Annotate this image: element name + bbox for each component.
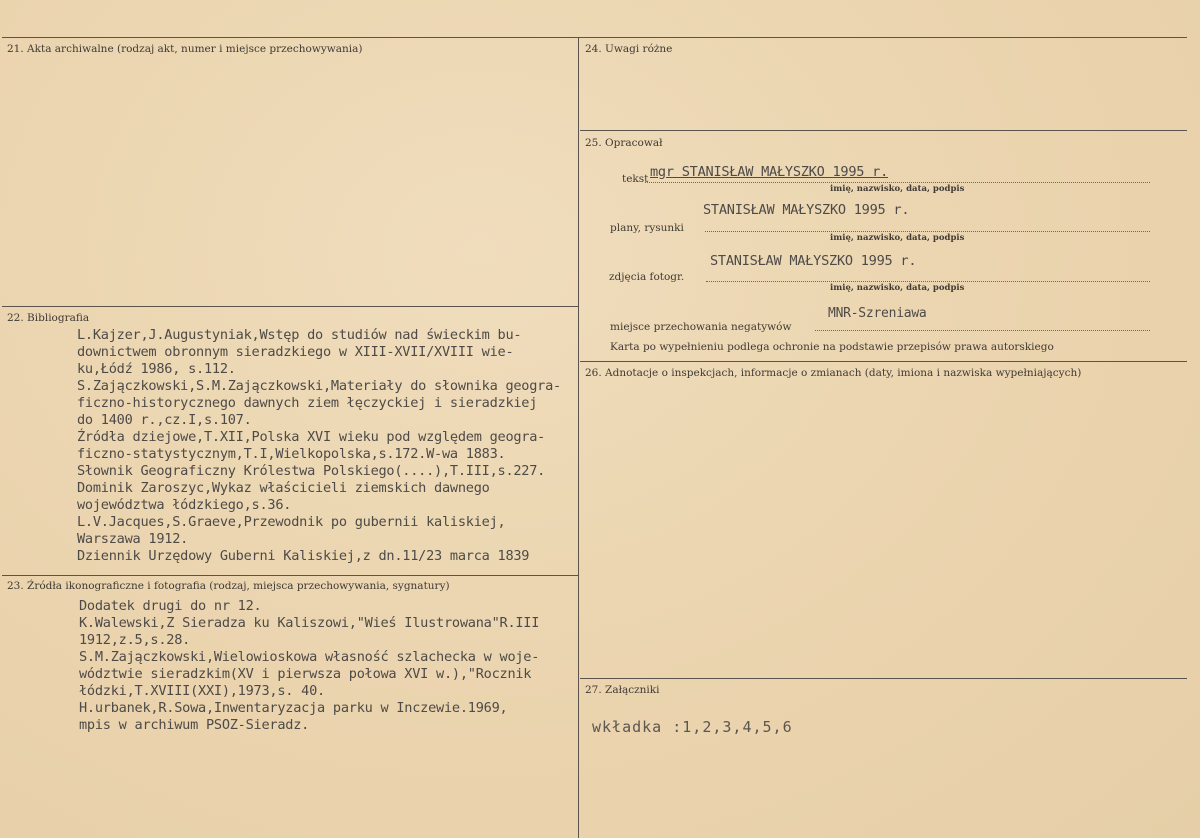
iconography-line: K.Walewski,Z Sieradza ku Kaliszowi,"Wieś Ilustrowana"R.III — [79, 615, 540, 631]
section-22-label: 22. Bibliografia — [7, 312, 90, 324]
plany-label: plany, rysunki — [610, 222, 684, 234]
bibliography-line: Słownik Geograficzny Królestwa Polskiego(....),T.III,s.227. — [77, 463, 546, 479]
iconography-line: wództwie sieradzkim(XV i pierwsza połowa XVI w.),"Rocznik — [79, 666, 532, 682]
bibliography-line: L.V.Jacques,S.Graeve,Przewodnik po gubernii kaliskiej, — [77, 514, 506, 530]
bibliography-line: downictwem obronnym sieradzkiego w XIII-XVII/XVIII wie- — [77, 344, 514, 360]
section-25-label: 25. Opracował — [585, 137, 663, 149]
tekst-caption: imię, nazwisko, data, podpis — [830, 184, 965, 194]
section-24-label: 24. Uwagi różne — [585, 43, 673, 55]
section-27-label: 27. Załączniki — [585, 684, 660, 696]
iconography-line: 1912,z.5,s.28. — [79, 632, 191, 648]
bibliography-line: Źródła dziejowe,T.XII,Polska XVI wieku pod względem geogra- — [77, 429, 546, 445]
bibliography-line: województwa łódzkiego,s.36. — [77, 497, 292, 513]
bibliography-line: ficzno-statystycznym,T.I,Wielkopolska,s.172.W-wa 1883. — [77, 446, 506, 462]
divider-26-27 — [580, 678, 1187, 679]
section-26-label: 26. Adnotacje o inspekcjach, informacje o zmianach (daty, imiona i nazwiska wypełniających) — [585, 367, 1082, 379]
divider-21-22 — [2, 306, 578, 307]
zdjecia-caption: imię, nazwisko, data, podpis — [830, 283, 965, 293]
copyright-note: Karta po wypełnieniu podlega ochronie na podstawie przepisów prawa autorskiego — [610, 341, 1054, 353]
bibliography-line: Dziennik Urzędowy Guberni Kaliskiej,z dn.11/23 marca 1839 — [77, 548, 530, 564]
plany-caption: imię, nazwisko, data, podpis — [830, 233, 965, 243]
iconography-line: mpis w archiwum PSOZ-Sieradz. — [79, 717, 310, 733]
section-21-label: 21. Akta archiwalne (rodzaj akt, numer i miejsce przechowywania) — [7, 43, 363, 55]
attachments-value: wkładka :1,2,3,4,5,6 — [592, 718, 793, 736]
bibliography-line: ficzno-historycznego dawnych ziem łęczyckiej i sieradzkiej — [77, 395, 538, 411]
zdjecia-value: STANISŁAW MAŁYSZKO 1995 r. — [710, 253, 917, 269]
plany-dotted-line — [705, 231, 1150, 232]
iconography-line: H.urbanek,R.Sowa,Inwentaryzacja parku w Inczewie.1969, — [79, 700, 508, 716]
iconography-line: Dodatek drugi do nr 12. — [79, 598, 262, 614]
negatywy-dotted-line — [815, 330, 1150, 331]
iconography-line: łódzki,T.XVIII(XXI),1973,s. 40. — [79, 683, 325, 699]
bibliography-line: do 1400 r.,cz.I,s.107. — [77, 412, 252, 428]
iconography-list — [79, 598, 539, 734]
tekst-value: mgr STANISŁAW MAŁYSZKO 1995 r. — [650, 164, 889, 180]
top-border — [2, 37, 1187, 38]
negatywy-value: MNR-Szreniawa — [828, 306, 927, 321]
iconography-line: S.M.Zajączkowski,Wielowioskowa własność szlachecka w woje- — [79, 649, 540, 665]
divider-25-26 — [580, 361, 1187, 362]
plany-value: STANISŁAW MAŁYSZKO 1995 r. — [703, 202, 910, 218]
zdjecia-label: zdjęcia fotogr. — [609, 271, 685, 283]
bibliography-list — [77, 327, 561, 565]
bibliography-line: S.Zajączkowski,S.M.Zajączkowski,Materiały do słownika geogra- — [77, 378, 561, 394]
bibliography-line: Warszawa 1912. — [77, 531, 189, 547]
section-23-label: 23. Źródła ikonograficzne i fotografia (rodzaj, miejsca przechowywania, sygnatury) — [7, 580, 450, 592]
bibliography-line: L.Kajzer,J.Augustyniak,Wstęp do studiów nad świeckim bu- — [77, 327, 522, 343]
tekst-dotted-line — [645, 182, 1150, 183]
tekst-label: tekst — [622, 173, 649, 185]
center-divider — [578, 37, 579, 838]
bibliography-line: ku,Łódź 1986, s.112. — [77, 361, 236, 377]
negatywy-label: miejsce przechowania negatywów — [610, 321, 792, 333]
zdjecia-dotted-line — [706, 281, 1150, 282]
divider-22-23 — [2, 575, 578, 576]
bibliography-line: Dominik Zaroszyc,Wykaz właścicieli ziemskich dawnego — [77, 480, 490, 496]
divider-24-25 — [580, 130, 1187, 131]
